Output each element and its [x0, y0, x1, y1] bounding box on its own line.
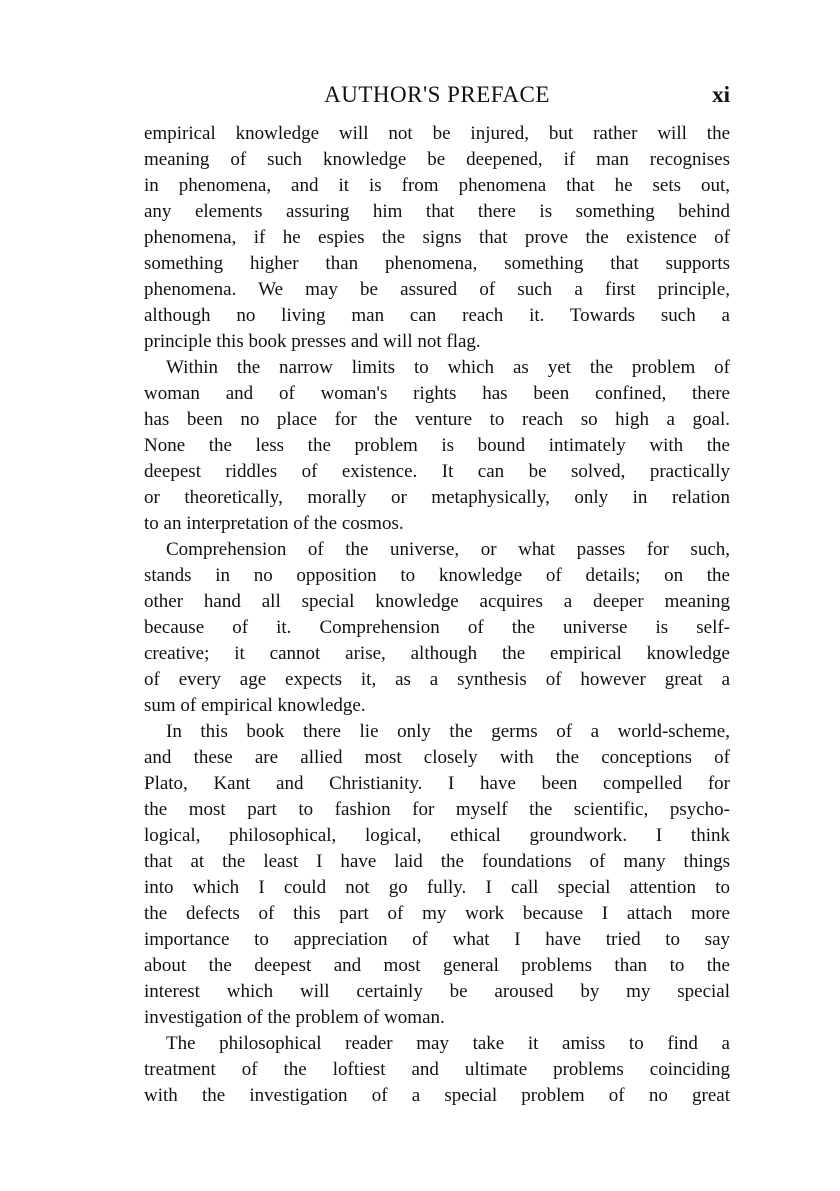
text-line: the most part to fashion for myself the scientific, psycho-	[144, 799, 730, 820]
text-line: in phenomena, and it is from phenomena that he sets out,	[144, 175, 730, 196]
paragraph	[144, 537, 730, 719]
text-line: importance to appreciation of what I have tried to say	[144, 929, 730, 950]
text-line: the defects of this part of my work because I attach more	[144, 903, 730, 924]
text-line: that at the least I have laid the foundations of many things	[144, 851, 730, 872]
text-line: treatment of the loftiest and ultimate problems coinciding	[144, 1059, 730, 1080]
text-line: of every age expects it, as a synthesis of however great a	[144, 669, 730, 690]
text-line: other hand all special knowledge acquires a deeper meaning	[144, 591, 730, 612]
text-line: because of it. Comprehension of the universe is self-	[144, 617, 730, 638]
paragraph	[144, 719, 730, 1031]
text-line: empirical knowledge will not be injured, but rather will the	[144, 123, 730, 144]
page-number: xi	[712, 82, 730, 107]
text-line: sum of empirical knowledge.	[144, 695, 366, 716]
text-line: with the investigation of a special problem of no great	[144, 1085, 730, 1106]
text-line: has been no place for the venture to reach so high a goal.	[144, 409, 730, 430]
body-text	[144, 121, 730, 1109]
text-line: In this book there lie only the germs of a world-scheme,	[166, 721, 730, 742]
text-line: meaning of such knowledge be deepened, if man recognises	[144, 149, 730, 170]
running-title: AUTHOR'S PREFACE	[324, 82, 550, 107]
text-line: Plato, Kant and Christianity. I have been compelled for	[144, 773, 730, 794]
text-line: Within the narrow limits to which as yet the problem of	[166, 357, 730, 378]
text-line: creative; it cannot arise, although the empirical knowledge	[144, 643, 730, 664]
text-line: something higher than phenomena, something that supports	[144, 253, 730, 274]
text-line: deepest riddles of existence. It can be solved, practically	[144, 461, 730, 482]
text-line: logical, philosophical, logical, ethical groundwork. I think	[144, 825, 730, 846]
text-line: stands in no opposition to knowledge of details; on the	[144, 565, 730, 586]
paragraph	[144, 1031, 730, 1109]
text-line: principle this book presses and will not flag.	[144, 331, 481, 352]
text-line: any elements assuring him that there is something behind	[144, 201, 730, 222]
text-line: although no living man can reach it. Towards such a	[144, 305, 730, 326]
text-line: investigation of the problem of woman.	[144, 1007, 445, 1028]
text-line: phenomena, if he espies the signs that prove the existence of	[144, 227, 730, 248]
paragraph	[144, 121, 730, 355]
text-line: to an interpretation of the cosmos.	[144, 513, 404, 534]
text-line: phenomena. We may be assured of such a first principle,	[144, 279, 730, 300]
text-line: The philosophical reader may take it amiss to find a	[166, 1033, 730, 1054]
text-line: None the less the problem is bound intimately with the	[144, 435, 730, 456]
running-head	[144, 80, 730, 110]
text-line: interest which will certainly be aroused by my special	[144, 981, 730, 1002]
text-line: Comprehension of the universe, or what passes for such,	[166, 539, 730, 560]
text-line: into which I could not go fully. I call special attention to	[144, 877, 730, 898]
paragraph	[144, 355, 730, 537]
text-line: about the deepest and most general problems than to the	[144, 955, 730, 976]
text-line: or theoretically, morally or metaphysically, only in relation	[144, 487, 730, 508]
text-line: woman and of woman's rights has been confined, there	[144, 383, 730, 404]
text-line: and these are allied most closely with the conceptions of	[144, 747, 730, 768]
